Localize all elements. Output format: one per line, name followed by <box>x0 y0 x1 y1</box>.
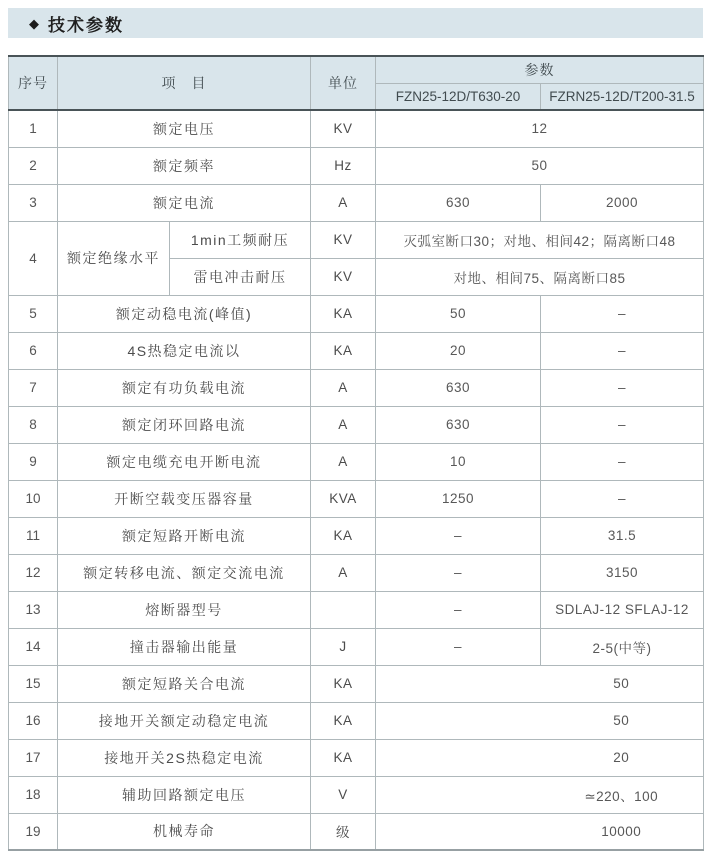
param-value-span <box>376 739 704 776</box>
param-value-1: 630 <box>376 369 541 406</box>
row-number: 7 <box>9 369 58 406</box>
section-title-bar <box>8 8 703 38</box>
param-value-text: 20 <box>613 750 630 765</box>
row-number: 9 <box>9 443 58 480</box>
unit-cell: KV <box>311 110 376 147</box>
item-label: 额定短路开断电流 <box>58 517 311 554</box>
row-number: 18 <box>9 776 58 813</box>
param-value-span <box>376 813 704 850</box>
unit-cell: A <box>311 443 376 480</box>
row-number: 8 <box>9 406 58 443</box>
item-label: 开断空载变压器容量 <box>58 480 311 517</box>
param-value-text: 12 <box>531 121 548 137</box>
table-row <box>9 332 704 369</box>
col-header-no: 序号 <box>9 56 58 110</box>
table-row <box>9 591 704 628</box>
row-number: 13 <box>9 591 58 628</box>
unit-cell: KA <box>311 332 376 369</box>
col-header-model-1: FZN25-12D/T630-20 <box>376 83 541 110</box>
table-row <box>9 665 704 702</box>
item-label: 熔断器型号 <box>58 591 311 628</box>
param-value-2: – <box>541 369 704 406</box>
item-group-label: 额定绝缘水平 <box>58 221 170 295</box>
param-value-2: – <box>541 332 704 369</box>
col-header-model-2: FZRN25-12D/T200-31.5 <box>541 83 704 110</box>
param-value-2: – <box>541 480 704 517</box>
table-row <box>9 184 704 221</box>
unit-cell: A <box>311 554 376 591</box>
col-header-param: 参数 <box>376 56 704 83</box>
table-row <box>9 221 704 258</box>
row-number: 11 <box>9 517 58 554</box>
row-number: 1 <box>9 110 58 147</box>
row-number: 2 <box>9 147 58 184</box>
item-label: 额定电压 <box>58 110 311 147</box>
row-number: 16 <box>9 702 58 739</box>
item-sub-label: 雷电冲击耐压 <box>170 258 311 295</box>
item-label: 接地开关额定动稳定电流 <box>58 702 311 739</box>
unit-cell: KA <box>311 295 376 332</box>
row-number: 5 <box>9 295 58 332</box>
table-row <box>9 295 704 332</box>
table-row <box>9 406 704 443</box>
unit-cell: KA <box>311 739 376 776</box>
param-value-span <box>376 776 704 813</box>
param-value-span <box>376 702 704 739</box>
row-number: 19 <box>9 813 58 850</box>
param-value-1: 20 <box>376 332 541 369</box>
table-row <box>9 517 704 554</box>
param-value-1: 10 <box>376 443 541 480</box>
unit-cell <box>311 591 376 628</box>
item-label: 额定动稳电流(峰值) <box>58 295 311 332</box>
item-label: 额定转移电流、额定交流电流 <box>58 554 311 591</box>
param-value-1: – <box>376 591 541 628</box>
item-label: 辅助回路额定电压 <box>58 776 311 813</box>
col-header-unit: 单位 <box>311 56 376 110</box>
table-row <box>9 369 704 406</box>
table-body <box>9 110 704 850</box>
row-number: 14 <box>9 628 58 665</box>
table-row <box>9 776 704 813</box>
param-value-span <box>376 221 704 258</box>
param-value-text: 灭弧室断口30；对地、相间42；隔离断口48 <box>403 233 676 249</box>
unit-cell: A <box>311 369 376 406</box>
item-label: 撞击器输出能量 <box>58 628 311 665</box>
unit-cell: KVA <box>311 480 376 517</box>
param-value-2: SDLAJ-12 SFLAJ-12 <box>541 591 704 628</box>
table-header <box>9 56 704 110</box>
unit-cell: V <box>311 776 376 813</box>
param-value-text: 对地、相间75、隔离断口85 <box>453 270 626 286</box>
param-value-text: 50 <box>613 676 630 691</box>
tech-params-table <box>8 55 704 851</box>
unit-cell: A <box>311 184 376 221</box>
param-value-span <box>376 147 704 184</box>
item-label: 额定闭环回路电流 <box>58 406 311 443</box>
table-row <box>9 813 704 850</box>
item-label: 额定短路关合电流 <box>58 665 311 702</box>
row-number: 10 <box>9 480 58 517</box>
param-value-1: 50 <box>376 295 541 332</box>
unit-cell: J <box>311 628 376 665</box>
table-header-row-1 <box>9 56 704 83</box>
table-row <box>9 739 704 776</box>
table-row <box>9 147 704 184</box>
item-sub-label: 1min工频耐压 <box>170 221 311 258</box>
table-row <box>9 480 704 517</box>
unit-cell: KA <box>311 702 376 739</box>
param-value-span <box>376 110 704 147</box>
diamond-icon: ◆ <box>29 15 39 31</box>
table-row <box>9 628 704 665</box>
param-value-1: – <box>376 628 541 665</box>
table-row <box>9 443 704 480</box>
row-number: 15 <box>9 665 58 702</box>
item-label: 接地开关2S热稳定电流 <box>58 739 311 776</box>
table-row <box>9 702 704 739</box>
param-value-span <box>376 665 704 702</box>
item-label: 额定电缆充电开断电流 <box>58 443 311 480</box>
param-value-text: 50 <box>613 713 630 728</box>
unit-cell: 级 <box>311 813 376 850</box>
item-label: 额定电流 <box>58 184 311 221</box>
col-header-item: 项 目 <box>58 56 311 110</box>
row-number: 4 <box>9 221 58 295</box>
unit-cell: Hz <box>311 147 376 184</box>
item-label: 额定频率 <box>58 147 311 184</box>
unit-cell: A <box>311 406 376 443</box>
item-label: 额定有功负载电流 <box>58 369 311 406</box>
unit-cell: KV <box>311 221 376 258</box>
param-value-1: 630 <box>376 406 541 443</box>
param-value-2: 31.5 <box>541 517 704 554</box>
item-label: 4S热稳定电流以 <box>58 332 311 369</box>
param-value-2: – <box>541 406 704 443</box>
item-label: 机械寿命 <box>58 813 311 850</box>
unit-cell: KV <box>311 258 376 295</box>
unit-cell: KA <box>311 517 376 554</box>
param-value-span <box>376 258 704 295</box>
param-value-text: 50 <box>531 158 548 173</box>
row-number: 6 <box>9 332 58 369</box>
param-value-2: 2000 <box>541 184 704 221</box>
table-row <box>9 110 704 147</box>
param-value-2: 2-5(中等) <box>541 628 704 665</box>
param-value-1: 630 <box>376 184 541 221</box>
row-number: 17 <box>9 739 58 776</box>
row-number: 3 <box>9 184 58 221</box>
param-value-1: – <box>376 517 541 554</box>
table-row <box>9 554 704 591</box>
param-value-text: ≃220、100 <box>584 788 659 804</box>
param-value-1: – <box>376 554 541 591</box>
param-value-2: – <box>541 443 704 480</box>
section-title: 技术参数 <box>48 15 124 35</box>
param-value-2: 3150 <box>541 554 704 591</box>
param-value-text: 10000 <box>601 823 642 839</box>
row-number: 12 <box>9 554 58 591</box>
param-value-2: – <box>541 295 704 332</box>
unit-cell: KA <box>311 665 376 702</box>
param-value-1: 1250 <box>376 480 541 517</box>
